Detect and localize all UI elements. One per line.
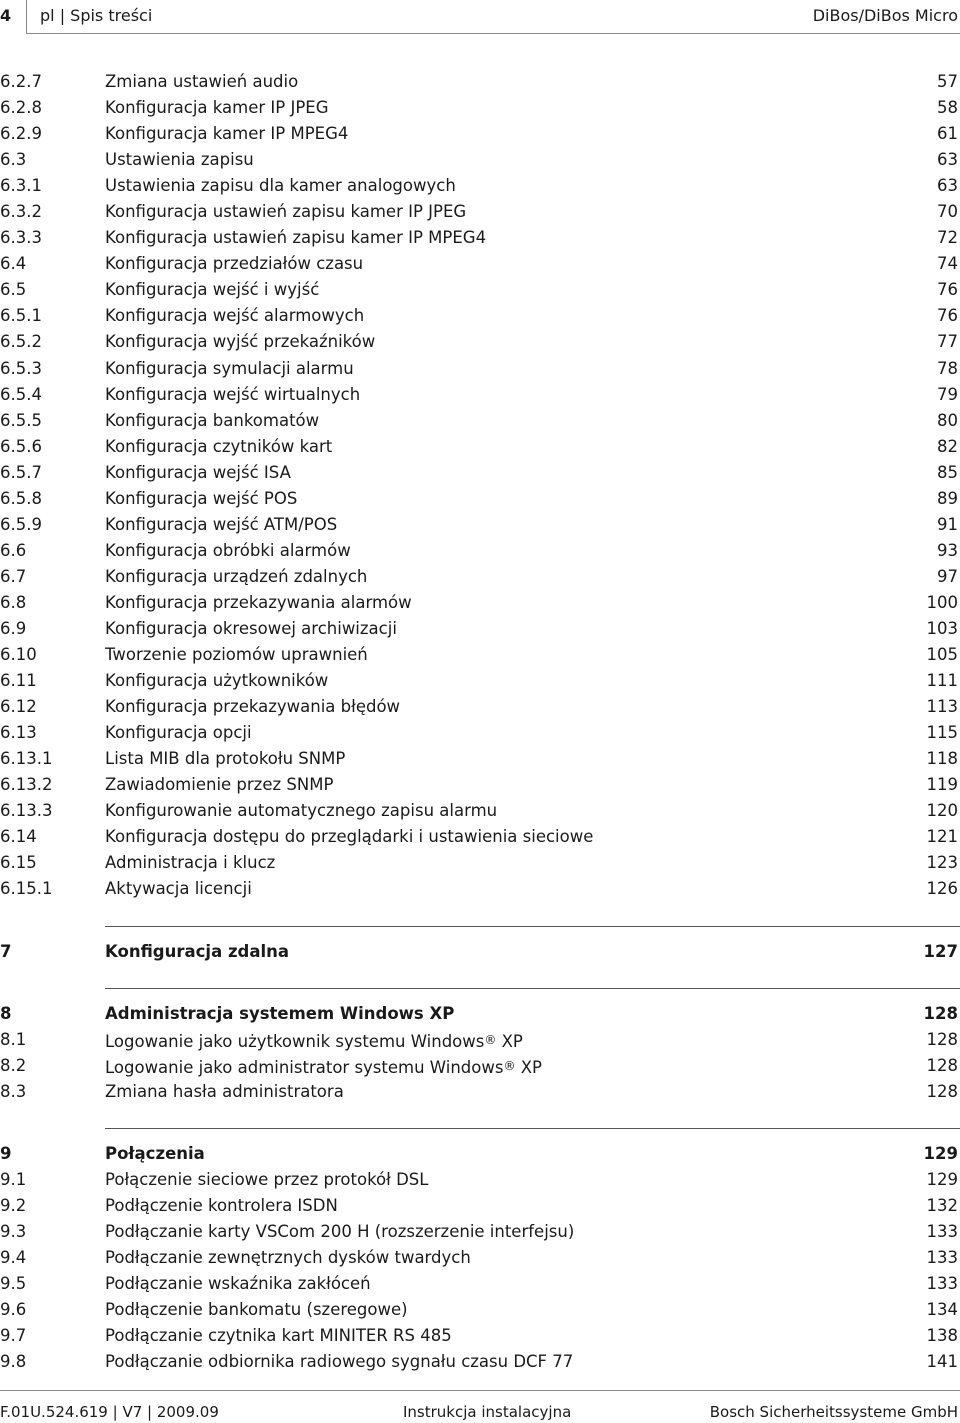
toc-page-number: 91 — [937, 514, 958, 534]
toc-section-number: 6.5.8 — [0, 488, 42, 508]
toc-section-title — [105, 329, 375, 355]
toc-section-number: 6.2.9 — [0, 124, 42, 144]
toc-title-text: Konfiguracja ustawień zapisu kamer IP JPEG — [105, 202, 467, 222]
toc-page-number: 133 — [926, 1273, 958, 1293]
toc-entry-row[interactable] — [0, 121, 960, 147]
toc-chapter-row[interactable] — [0, 1141, 960, 1167]
chapter-separator — [0, 903, 960, 939]
toc-entry-row[interactable] — [0, 277, 960, 303]
toc-section-title — [105, 303, 364, 329]
toc-title-text: Konfiguracja przekazywania błędów — [105, 697, 401, 717]
toc-title-text: Konfiguracja wejść POS — [105, 488, 298, 508]
toc-title-text: Podłączanie karty VSCom 200 H (rozszerzenie interfejsu) — [105, 1221, 575, 1241]
toc-entry-row[interactable] — [0, 850, 960, 876]
toc-section-title — [105, 356, 354, 382]
toc-title-text: Zawiadomienie przez SNMP — [105, 775, 334, 795]
toc-title-text: Podłączenie bankomatu (szeregowe) — [105, 1300, 408, 1320]
toc-title-text: Zmiana ustawień audio — [105, 72, 299, 91]
toc-section-number: 6.5.6 — [0, 436, 42, 456]
toc-section-title — [105, 1141, 205, 1167]
toc-chapter-row[interactable] — [0, 939, 960, 965]
toc-entry-row[interactable] — [0, 1193, 960, 1219]
toc-section-title — [105, 69, 298, 95]
toc-section-number: 8.3 — [0, 1081, 27, 1101]
toc-page-number: 128 — [926, 1029, 958, 1049]
toc-section-title — [105, 1245, 471, 1271]
toc-entry-row[interactable] — [0, 642, 960, 668]
toc-page-number: 103 — [926, 618, 958, 638]
toc-page-number: 128 — [926, 1055, 958, 1075]
toc-page-number: 120 — [926, 801, 958, 821]
toc-section-number: 6.15.1 — [0, 879, 53, 899]
toc-section-number: 8 — [0, 1003, 12, 1023]
chapter-rule — [105, 1128, 960, 1129]
toc-title-text: Konfigurowanie automatycznego zapisu alarmu — [105, 801, 498, 821]
toc-entry-row[interactable] — [0, 1219, 960, 1245]
toc-section-title — [105, 1323, 452, 1349]
toc-page-number: 126 — [926, 879, 958, 899]
toc-page-number: 58 — [937, 98, 958, 118]
toc-title-text: Konfiguracja wejść alarmowych — [105, 306, 365, 326]
toc-title-text: Konfiguracja bankomatów — [105, 410, 320, 430]
header-divider — [26, 0, 27, 34]
toc-page-number: 77 — [937, 332, 958, 352]
toc-section-title — [105, 939, 289, 965]
toc-entry-row[interactable] — [0, 382, 960, 408]
toc-section-title — [105, 408, 319, 434]
page-number: 4 — [0, 6, 12, 25]
toc-section-number: 9.2 — [0, 1195, 27, 1215]
toc-page-number: 134 — [926, 1300, 958, 1320]
toc-entry-row[interactable] — [0, 460, 960, 486]
toc-title-text: Konfiguracja ustawień zapisu kamer IP MPEG4 — [105, 228, 487, 248]
toc-section-number: 6.13.2 — [0, 775, 53, 795]
toc-section-number: 8.1 — [0, 1029, 27, 1049]
toc-title-text: Lista MIB dla protokołu SNMP — [105, 749, 346, 769]
toc-section-number: 6.5.2 — [0, 332, 42, 352]
toc-title-text: Podłączanie odbiornika radiowego sygnału czasu DCF 77 — [105, 1352, 574, 1372]
toc-section-number: 9 — [0, 1143, 12, 1163]
toc-section-title — [105, 95, 329, 121]
toc-chapter-row[interactable] — [0, 1001, 960, 1027]
toc-entry-row[interactable] — [0, 69, 960, 95]
toc-page-number: 138 — [926, 1326, 958, 1346]
toc-page-number: 82 — [937, 436, 958, 456]
toc-title-text: Konfiguracja dostępu do przeglądarki i ustawienia sieciowe — [105, 827, 594, 847]
toc-page-number: 85 — [937, 462, 958, 482]
toc-section-title — [105, 251, 363, 277]
toc-title-text: Podłączanie wskaźnika zakłóceń — [105, 1273, 371, 1293]
toc-page-number: 100 — [926, 592, 958, 612]
toc-title-text: Konfiguracja obróbki alarmów — [105, 540, 351, 560]
toc-section-title — [105, 382, 360, 408]
toc-section-title — [105, 1027, 523, 1055]
toc-page-number: 76 — [937, 280, 958, 300]
toc-section-title — [105, 616, 397, 642]
toc-page-number: 127 — [923, 941, 958, 961]
toc-entry-row[interactable] — [0, 408, 960, 434]
toc-section-title — [105, 277, 319, 303]
header-rule — [26, 33, 960, 34]
toc-entry-row[interactable] — [0, 95, 960, 121]
toc-section-number: 9.1 — [0, 1169, 27, 1189]
toc-entry-row[interactable] — [0, 225, 960, 251]
chapter-rule — [105, 988, 960, 989]
toc-entry-row[interactable] — [0, 251, 960, 277]
footer-doc-id: F.01U.524.619 | V7 | 2009.09 — [0, 1403, 219, 1421]
toc-section-number: 6.13 — [0, 723, 37, 743]
toc-entry-row[interactable] — [0, 798, 960, 824]
toc-page-number: 118 — [926, 749, 958, 769]
toc-page-number: 105 — [926, 645, 958, 665]
toc-title-text: Ustawienia zapisu — [105, 150, 254, 170]
toc-section-title — [105, 1167, 428, 1193]
toc-entry-row[interactable] — [0, 1297, 960, 1323]
toc-page-number: 76 — [937, 306, 958, 326]
toc-entry-row[interactable] — [0, 199, 960, 225]
toc-section-title — [105, 720, 252, 746]
product-name: DiBos/DiBos Micro — [812, 6, 958, 25]
toc-section-title — [105, 694, 400, 720]
toc-page-number: 113 — [926, 697, 958, 717]
toc-entry-row[interactable] — [0, 720, 960, 746]
toc-section-number: 6.2.8 — [0, 98, 42, 118]
toc-section-number: 6.5 — [0, 280, 27, 300]
toc-entry-row[interactable] — [0, 1323, 960, 1349]
toc-section-number: 9.5 — [0, 1273, 27, 1293]
toc-page-number: 111 — [926, 671, 958, 691]
toc-entry-row[interactable] — [0, 1349, 960, 1375]
toc-page-number: 61 — [937, 124, 958, 144]
toc-entry-row[interactable] — [0, 1271, 960, 1297]
toc-section-title — [105, 225, 486, 251]
toc-section-number: 6.5.4 — [0, 384, 42, 404]
toc-page-number: 121 — [926, 827, 958, 847]
toc-section-title — [105, 642, 368, 668]
toc-page-number: 123 — [926, 853, 958, 873]
toc-section-title — [105, 564, 367, 590]
toc-section-number: 6.9 — [0, 618, 27, 638]
toc-entry-row[interactable] — [0, 329, 960, 355]
toc-title-text: Konfiguracja wyjść przekaźników — [105, 332, 376, 352]
toc-page-number: 132 — [926, 1195, 958, 1215]
toc-section-title — [105, 850, 275, 876]
toc-section-title — [105, 1349, 573, 1375]
toc-entry-row[interactable] — [0, 1079, 960, 1105]
toc-entry-row[interactable] — [0, 1053, 960, 1079]
toc-section-title — [105, 1193, 338, 1219]
toc-title-suffix: XP — [501, 1031, 523, 1051]
toc-title-text: Połączenia — [105, 1143, 205, 1163]
footer-company: Bosch Sicherheitssysteme GmbH — [709, 1403, 958, 1421]
toc-title-text: Konfiguracja symulacji alarmu — [105, 358, 354, 378]
toc-section-title — [105, 1297, 408, 1323]
toc-entry-row[interactable] — [0, 1245, 960, 1271]
toc-section-number: 6.3.1 — [0, 176, 42, 196]
toc-section-number: 6.4 — [0, 254, 27, 274]
toc-entry-row[interactable] — [0, 303, 960, 329]
toc-section-title — [105, 824, 593, 850]
toc-title-text: Logowanie jako administrator systemu Windows — [105, 1057, 504, 1077]
toc-page-number: 89 — [937, 488, 958, 508]
registered-mark-icon: ® — [484, 1032, 497, 1047]
toc-section-number: 6.13.1 — [0, 749, 53, 769]
chapter-separator — [0, 965, 960, 1001]
toc-section-title — [105, 876, 252, 902]
toc-section-number: 6.13.3 — [0, 801, 53, 821]
toc-page-number: 115 — [926, 723, 958, 743]
toc-section-number: 9.4 — [0, 1247, 27, 1267]
toc-page-number: 128 — [923, 1003, 958, 1023]
toc-title-text: Konfiguracja kamer IP JPEG — [105, 98, 329, 118]
toc-section-number: 9.7 — [0, 1326, 27, 1346]
toc-section-number: 6.12 — [0, 697, 37, 717]
toc-entry-row[interactable] — [0, 173, 960, 199]
page-footer — [0, 1390, 960, 1423]
toc-section-number: 6.5.5 — [0, 410, 42, 430]
toc-entry-row[interactable] — [0, 564, 960, 590]
toc-section-title — [105, 1271, 371, 1297]
toc-title-text: Konfiguracja czytników kart — [105, 436, 333, 456]
toc-title-text: Administracja i klucz — [105, 853, 276, 873]
toc-page-number: 119 — [926, 775, 958, 795]
toc-page-number: 93 — [937, 540, 958, 560]
toc-title-text: Konfiguracja użytkowników — [105, 671, 329, 691]
toc-title-text: Konfiguracja wejść ISA — [105, 462, 291, 482]
toc-section-title — [105, 668, 328, 694]
toc-entry-row[interactable] — [0, 356, 960, 382]
toc-section-title — [105, 147, 254, 173]
toc-section-number: 6.8 — [0, 592, 27, 612]
toc-entry-row[interactable] — [0, 1027, 960, 1053]
toc-page-number: 74 — [937, 254, 958, 274]
toc-section-title — [105, 538, 351, 564]
footer-rule — [0, 1390, 960, 1391]
toc-section-title — [105, 460, 291, 486]
toc-section-title — [105, 434, 332, 460]
toc-entry-row[interactable] — [0, 616, 960, 642]
toc-title-text: Konfiguracja przekazywania alarmów — [105, 592, 412, 612]
toc-page-number: 80 — [937, 410, 958, 430]
toc-section-number: 9.8 — [0, 1352, 27, 1372]
section-label: pl | Spis treści — [40, 6, 153, 25]
table-of-contents — [0, 69, 960, 1375]
toc-title-text: Konfiguracja wejść ATM/POS — [105, 514, 338, 534]
toc-section-number: 9.3 — [0, 1221, 27, 1241]
toc-page-number: 97 — [937, 566, 958, 586]
toc-section-title — [105, 1001, 454, 1027]
toc-section-number: 6.14 — [0, 827, 37, 847]
toc-section-title — [105, 590, 412, 616]
toc-section-number: 6.11 — [0, 671, 37, 691]
toc-entry-row[interactable] — [0, 486, 960, 512]
toc-page-number: 63 — [937, 176, 958, 196]
toc-title-text: Podłączenie kontrolera ISDN — [105, 1195, 338, 1215]
toc-page-number: 70 — [937, 202, 958, 222]
toc-section-title — [105, 746, 345, 772]
toc-section-title — [105, 798, 497, 824]
toc-page-number: 57 — [937, 72, 958, 91]
toc-page-number: 63 — [937, 150, 958, 170]
toc-section-number: 6.3 — [0, 150, 27, 170]
toc-title-text: Konfiguracja urządzeń zdalnych — [105, 566, 368, 586]
toc-section-number: 6.5.9 — [0, 514, 42, 534]
footer-doc-type: Instrukcja instalacyjna — [403, 1403, 572, 1421]
toc-entry-row[interactable] — [0, 824, 960, 850]
toc-page-number: 133 — [926, 1221, 958, 1241]
page-header — [0, 0, 960, 34]
toc-title-text: Podłączanie zewnętrznych dysków twardych — [105, 1247, 471, 1267]
toc-section-title — [105, 772, 333, 798]
toc-section-number: 6.3.3 — [0, 228, 42, 248]
toc-title-text: Konfiguracja zdalna — [105, 941, 290, 961]
toc-page-number: 79 — [937, 384, 958, 404]
toc-section-number: 6.7 — [0, 566, 27, 586]
toc-section-title — [105, 1219, 574, 1245]
toc-entry-row[interactable] — [0, 746, 960, 772]
toc-page-number: 72 — [937, 228, 958, 248]
registered-mark-icon: ® — [503, 1058, 516, 1073]
toc-section-number: 6.5.3 — [0, 358, 42, 378]
toc-title-text: Tworzenie poziomów uprawnień — [105, 645, 368, 665]
toc-entry-row[interactable] — [0, 538, 960, 564]
toc-title-text: Konfiguracja przedziałów czasu — [105, 254, 364, 274]
toc-entry-row[interactable] — [0, 434, 960, 460]
chapter-rule — [105, 926, 960, 927]
toc-section-number: 6.5.7 — [0, 462, 42, 482]
toc-page-number: 128 — [926, 1081, 958, 1101]
toc-title-text: Podłączanie czytnika kart MINITER RS 485 — [105, 1326, 452, 1346]
toc-entry-row[interactable] — [0, 694, 960, 720]
toc-section-number: 6.3.2 — [0, 202, 42, 222]
toc-entry-row[interactable] — [0, 668, 960, 694]
toc-title-text: Połączenie sieciowe przez protokół DSL — [105, 1169, 429, 1189]
toc-title-text: Konfiguracja okresowej archiwizacji — [105, 618, 397, 638]
toc-section-number: 6.15 — [0, 853, 37, 873]
toc-section-title — [105, 486, 297, 512]
toc-section-number: 6.6 — [0, 540, 27, 560]
toc-title-text: Konfiguracja wejść i wyjść — [105, 280, 320, 300]
toc-title-text: Administracja systemem Windows XP — [105, 1003, 455, 1023]
toc-page-number: 129 — [926, 1169, 958, 1189]
toc-section-number: 6.5.1 — [0, 306, 42, 326]
toc-section-title — [105, 512, 337, 538]
toc-title-text: Konfiguracja opcji — [105, 723, 252, 743]
toc-title-text: Konfiguracja wejść wirtualnych — [105, 384, 361, 404]
toc-page-number: 78 — [937, 358, 958, 378]
toc-entry-row[interactable] — [0, 876, 960, 902]
toc-section-title — [105, 199, 466, 225]
toc-entry-row[interactable] — [0, 772, 960, 798]
toc-section-number: 6.2.7 — [0, 72, 42, 91]
toc-title-text: Ustawienia zapisu dla kamer analogowych — [105, 176, 456, 196]
toc-page-number: 141 — [926, 1352, 958, 1372]
toc-section-number: 6.10 — [0, 645, 37, 665]
toc-entry-row[interactable] — [0, 147, 960, 173]
toc-title-suffix: XP — [520, 1057, 542, 1077]
toc-section-number: 9.6 — [0, 1300, 27, 1320]
toc-page-number: 129 — [923, 1143, 958, 1163]
toc-section-number: 7 — [0, 941, 12, 961]
toc-section-title — [105, 121, 348, 147]
chapter-separator — [0, 1105, 960, 1141]
toc-page-number: 133 — [926, 1247, 958, 1267]
toc-section-title — [105, 1053, 542, 1081]
toc-title-text: Zmiana hasła administratora — [105, 1081, 344, 1101]
toc-section-number: 8.2 — [0, 1055, 27, 1075]
toc-title-text: Logowanie jako użytkownik systemu Windows — [105, 1031, 485, 1051]
toc-entry-row[interactable] — [0, 590, 960, 616]
toc-entry-row[interactable] — [0, 512, 960, 538]
toc-title-text: Konfiguracja kamer IP MPEG4 — [105, 124, 349, 144]
toc-section-title — [105, 173, 456, 199]
toc-title-text: Aktywacja licencji — [105, 879, 252, 899]
toc-entry-row[interactable] — [0, 1167, 960, 1193]
toc-section-title — [105, 1079, 344, 1105]
